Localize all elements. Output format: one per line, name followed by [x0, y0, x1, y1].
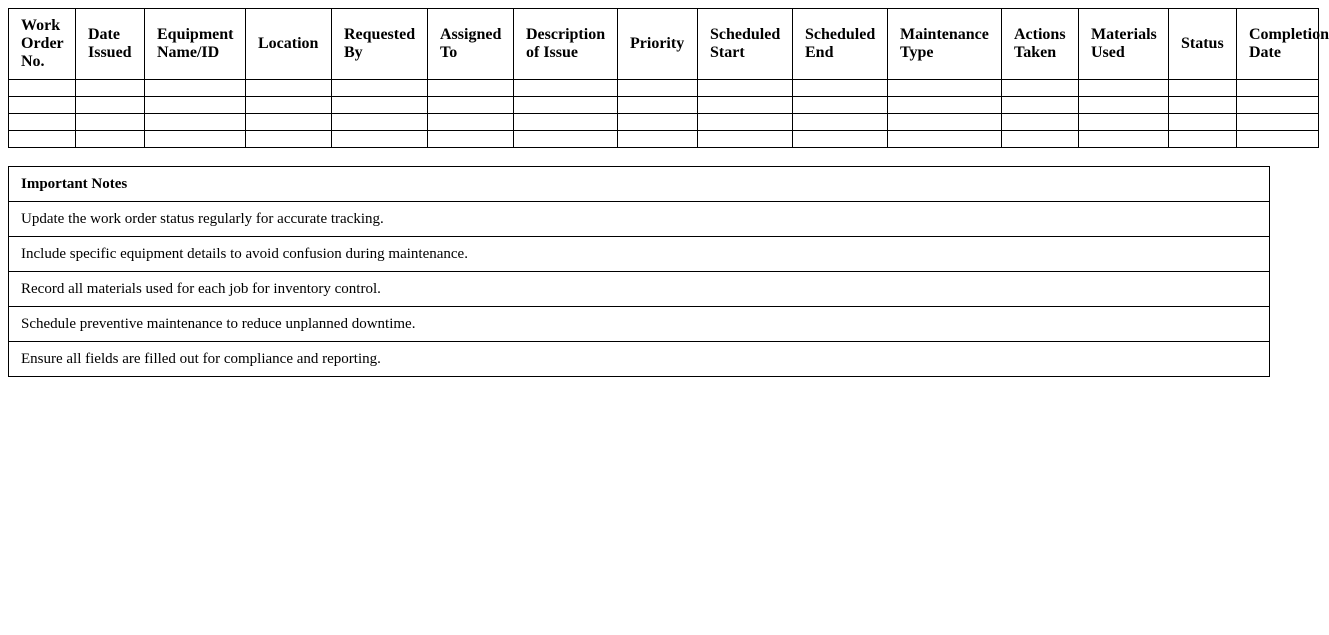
table-cell[interactable]: [1169, 80, 1237, 97]
table-cell[interactable]: [332, 131, 428, 148]
table-cell[interactable]: [76, 114, 145, 131]
table-cell[interactable]: [1237, 97, 1319, 114]
table-cell[interactable]: [1002, 80, 1079, 97]
table-cell[interactable]: [1169, 97, 1237, 114]
table-cell[interactable]: [1002, 131, 1079, 148]
table-cell[interactable]: [1079, 97, 1169, 114]
work-orders-table: [8, 8, 1329, 148]
table-cell[interactable]: [1237, 114, 1319, 131]
table-cell[interactable]: [9, 97, 76, 114]
list-item: [9, 237, 1270, 272]
table-cell[interactable]: [246, 97, 332, 114]
table-cell[interactable]: [1002, 97, 1079, 114]
table-cell[interactable]: [1079, 80, 1169, 97]
table-cell[interactable]: [1169, 131, 1237, 148]
list-item: [9, 307, 1270, 342]
column-header-location: Location: [246, 9, 332, 80]
table-cell[interactable]: [1079, 131, 1169, 148]
note-text: Schedule preventive maintenance to reduce unplanned downtime.: [9, 307, 1270, 342]
important-notes-section: [8, 166, 1270, 377]
column-header-description: Description of Issue: [514, 9, 618, 80]
column-header-maintenance-type: Maintenance Type: [888, 9, 1002, 80]
table-cell[interactable]: [1169, 114, 1237, 131]
column-header-date-issued: Date Issued: [76, 9, 145, 80]
table-cell[interactable]: [888, 97, 1002, 114]
table-cell[interactable]: [76, 80, 145, 97]
table-cell[interactable]: [793, 131, 888, 148]
table-cell[interactable]: [793, 80, 888, 97]
table-cell[interactable]: [618, 131, 698, 148]
table-cell[interactable]: [9, 114, 76, 131]
column-header-equipment: Equipment Name/ID: [145, 9, 246, 80]
column-header-completion-date: Completion Date: [1237, 9, 1319, 80]
list-item: [9, 202, 1270, 237]
column-header-priority: Priority: [618, 9, 698, 80]
note-text: Update the work order status regularly for accurate tracking.: [9, 202, 1270, 237]
table-cell[interactable]: [428, 97, 514, 114]
note-text: Record all materials used for each job for inventory control.: [9, 272, 1270, 307]
column-header-requested-by: Requested By: [332, 9, 428, 80]
table-cell[interactable]: [332, 97, 428, 114]
table-cell[interactable]: [888, 80, 1002, 97]
table-cell[interactable]: [332, 114, 428, 131]
table-cell[interactable]: [1002, 114, 1079, 131]
table-cell[interactable]: [698, 97, 793, 114]
table-cell[interactable]: [9, 80, 76, 97]
table-cell[interactable]: [1079, 114, 1169, 131]
notes-heading: Important Notes: [9, 167, 1270, 202]
table-cell[interactable]: [9, 131, 76, 148]
column-header-scheduled-start: Scheduled Start: [698, 9, 793, 80]
table-row: [9, 131, 1319, 148]
note-text: Include specific equipment details to avoid confusion during maintenance.: [9, 237, 1270, 272]
column-header-status: Status: [1169, 9, 1237, 80]
table-cell[interactable]: [145, 114, 246, 131]
table-cell[interactable]: [793, 114, 888, 131]
table-row: [9, 80, 1319, 97]
table-cell[interactable]: [428, 80, 514, 97]
table-cell[interactable]: [618, 97, 698, 114]
table-cell[interactable]: [618, 80, 698, 97]
table-cell[interactable]: [246, 114, 332, 131]
table-cell[interactable]: [428, 114, 514, 131]
table-cell[interactable]: [76, 97, 145, 114]
table-cell[interactable]: [1237, 80, 1319, 97]
column-header-actions-taken: Actions Taken: [1002, 9, 1079, 80]
table-row: [9, 114, 1319, 131]
list-item: [9, 342, 1270, 377]
table-cell[interactable]: [246, 80, 332, 97]
table-cell[interactable]: [698, 131, 793, 148]
column-header-materials-used: Materials Used: [1079, 9, 1169, 80]
work-orders-table-container: [8, 8, 1329, 148]
table-cell[interactable]: [514, 131, 618, 148]
table-cell[interactable]: [76, 131, 145, 148]
table-cell[interactable]: [145, 97, 246, 114]
important-notes-table: [8, 166, 1270, 377]
table-cell[interactable]: [793, 97, 888, 114]
table-cell[interactable]: [888, 114, 1002, 131]
table-cell[interactable]: [1237, 131, 1319, 148]
table-cell[interactable]: [145, 131, 246, 148]
table-cell[interactable]: [428, 131, 514, 148]
column-header-assigned-to: Assigned To: [428, 9, 514, 80]
table-cell[interactable]: [514, 114, 618, 131]
column-header-work-order-no: Work Order No.: [9, 9, 76, 80]
table-cell[interactable]: [698, 114, 793, 131]
table-cell[interactable]: [888, 131, 1002, 148]
table-cell[interactable]: [246, 131, 332, 148]
table-header-row: [9, 9, 1319, 80]
table-row: [9, 97, 1319, 114]
notes-heading-row: [9, 167, 1270, 202]
table-cell[interactable]: [332, 80, 428, 97]
list-item: [9, 272, 1270, 307]
table-cell[interactable]: [514, 97, 618, 114]
table-cell[interactable]: [618, 114, 698, 131]
table-cell[interactable]: [514, 80, 618, 97]
note-text: Ensure all fields are filled out for compliance and reporting.: [9, 342, 1270, 377]
table-cell[interactable]: [698, 80, 793, 97]
column-header-scheduled-end: Scheduled End: [793, 9, 888, 80]
table-cell[interactable]: [145, 80, 246, 97]
